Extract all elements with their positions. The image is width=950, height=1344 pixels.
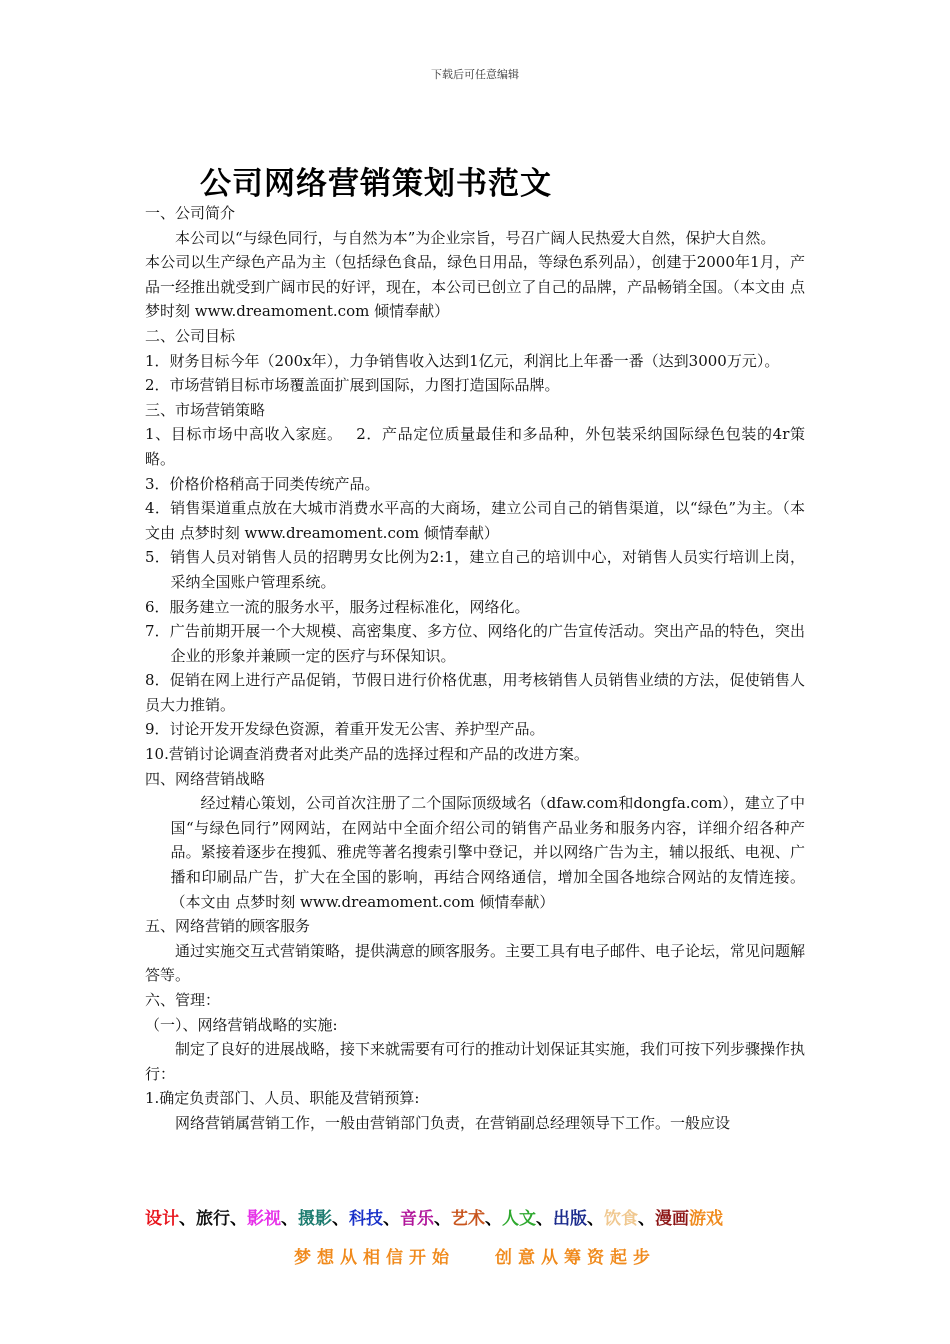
page-header-note: 下载后可任意编辑 bbox=[431, 68, 519, 81]
footer-tag-separator: 、 bbox=[230, 1209, 247, 1229]
paragraph: 8．促销在网上进行产品促销，节假日进行价格优惠，用考核销售人员销售业绩的方法，促使销售人员大力推销。 bbox=[145, 671, 805, 714]
paragraph: 六、管理： bbox=[145, 991, 221, 1009]
footer-tag-separator: 、 bbox=[485, 1209, 502, 1229]
footer-tag: 旅行 bbox=[196, 1209, 230, 1229]
paragraph: 1.确定负责部门、人员、职能及营销预算: bbox=[145, 1089, 420, 1108]
footer-tag-separator: 、 bbox=[638, 1209, 655, 1229]
paragraph: 网络营销属营销工作，一般由营销部门负责，在营销副总经理领导下工作。一般应设 bbox=[175, 1113, 731, 1132]
paragraph: 五、网络营销的顾客服务 bbox=[145, 917, 311, 936]
footer-tag-separator: 、 bbox=[179, 1209, 196, 1229]
slogan-right: 创意从筹资起步 bbox=[495, 1248, 656, 1268]
footer-slogan bbox=[0, 1243, 950, 1268]
paragraph: 经过精心策划，公司首次注册了二个国际顶级域名（dfaw.com和dongfa.com），建立了中国“与绿色同行”网网站，在网站中全面介绍公司的销售产品业务和服务内容，详细介绍各种产品。紧接着逐步在搜狐、雅虎等著名搜索引擎中登记，并以网络广告为主，辅以报纸、电视、广播和印刷品广告，扩大在全国的影响，再结合网络通信，增加全国各地综合网站的友情连接。（本文由 点梦时刻 www.dreamoment.com 倾情奉献） bbox=[170, 794, 805, 911]
paragraph: 10.营销讨论调查消费者对此类产品的选择过程和产品的改进方案。 bbox=[145, 745, 589, 764]
paragraph: 1、目标市场中高收入家庭。 2．产品定位质量最佳和多品种，外包装采纳国际绿色包装的4r策略。 bbox=[145, 425, 805, 468]
paragraph: 1．财务目标今年（200x年），力争销售收入达到1亿元，利润比上年番一番（达到3000万元）。 bbox=[145, 351, 780, 370]
footer-tag: 漫画 bbox=[655, 1209, 689, 1229]
paragraph: 9．讨论开发开发绿色资源，着重开发无公害、养护型产品。 bbox=[145, 720, 545, 739]
paragraph: 4．销售渠道重点放在大城市消费水平高的大商场，建立公司自己的销售渠道，以“绿色”为主。（本文由 点梦时刻 www.dreamoment.com 倾情奉献） bbox=[145, 499, 805, 542]
footer-tag: 饮食 bbox=[604, 1209, 638, 1229]
paragraph: 通过实施交互式营销策略，提供满意的顾客服务。主要工具有电子邮件、电子论坛，常见问题解答等。 bbox=[145, 941, 806, 985]
footer-tag: 出版 bbox=[553, 1209, 587, 1229]
slogan-left: 梦想从相信开始 bbox=[294, 1248, 455, 1268]
paragraph: 制定了良好的进展战略，接下来就需要有可行的推动计划保证其实施，我们可按下列步骤操作执行： bbox=[145, 1040, 806, 1083]
footer-tag: 人文 bbox=[502, 1209, 536, 1229]
footer-tag: 科技 bbox=[349, 1209, 383, 1229]
paragraph: 本公司以“与绿色同行，与自然为本”为企业宗旨，号召广阔人民热爱大自然，保护大自然。 bbox=[175, 228, 776, 247]
footer-tag-separator: 、 bbox=[587, 1209, 604, 1229]
footer-tag-separator: 、 bbox=[536, 1209, 553, 1229]
paragraph: 二、公司目标 bbox=[145, 326, 236, 345]
document-body bbox=[145, 201, 805, 1136]
paragraph: 7．广告前期开展一个大规模、高密集度、多方位、网络化的广告宣传活动。突出产品的特色，突出企业的形象并兼顾一定的医疗与环保知识。 bbox=[145, 622, 805, 665]
footer-tag-separator: 、 bbox=[281, 1209, 298, 1229]
footer-category-tags bbox=[145, 1204, 825, 1229]
footer-tag-separator: 、 bbox=[383, 1209, 400, 1229]
paragraph: 本公司以生产绿色产品为主（包括绿色食品，绿色日用品，等绿色系列品），创建于2000年1月，产品一经推出就受到广阔市民的好评，现在，本公司已创立了自己的品牌，产品畅销全国。（本文由 点梦时刻 www.dreamoment.com 倾情奉献） bbox=[145, 253, 805, 321]
footer-tag: 设计 bbox=[145, 1209, 179, 1229]
document-title: 公司网络营销策划书范文 bbox=[200, 166, 552, 202]
paragraph: 2．市场营销目标市场覆盖面扩展到国际，力图打造国际品牌。 bbox=[145, 376, 560, 395]
paragraph: 6．服务建立一流的服务水平，服务过程标准化，网络化。 bbox=[145, 597, 530, 616]
footer-tag-separator: 、 bbox=[434, 1209, 451, 1229]
footer-tag-separator: 、 bbox=[332, 1209, 349, 1229]
paragraph: 四、网络营销战略 bbox=[145, 769, 266, 788]
paragraph: 三、市场营销策略 bbox=[145, 400, 266, 419]
paragraph: 5．销售人员对销售人员的招聘男女比例为2:1，建立自己的培训中心，对销售人员实行培训上岗，采纳全国账户管理系统。 bbox=[145, 548, 805, 591]
footer-tag: 摄影 bbox=[298, 1209, 332, 1229]
footer-tag: 音乐 bbox=[400, 1209, 434, 1229]
footer-tag: 艺术 bbox=[451, 1209, 485, 1229]
paragraph: （一）、网络营销战略的实施: bbox=[145, 1015, 338, 1034]
footer-tag: 游戏 bbox=[689, 1209, 723, 1229]
paragraph: 3．价格价格稍高于同类传统产品。 bbox=[145, 474, 380, 493]
paragraph: 一、公司简介 bbox=[145, 204, 236, 222]
footer-tag: 影视 bbox=[247, 1209, 281, 1229]
